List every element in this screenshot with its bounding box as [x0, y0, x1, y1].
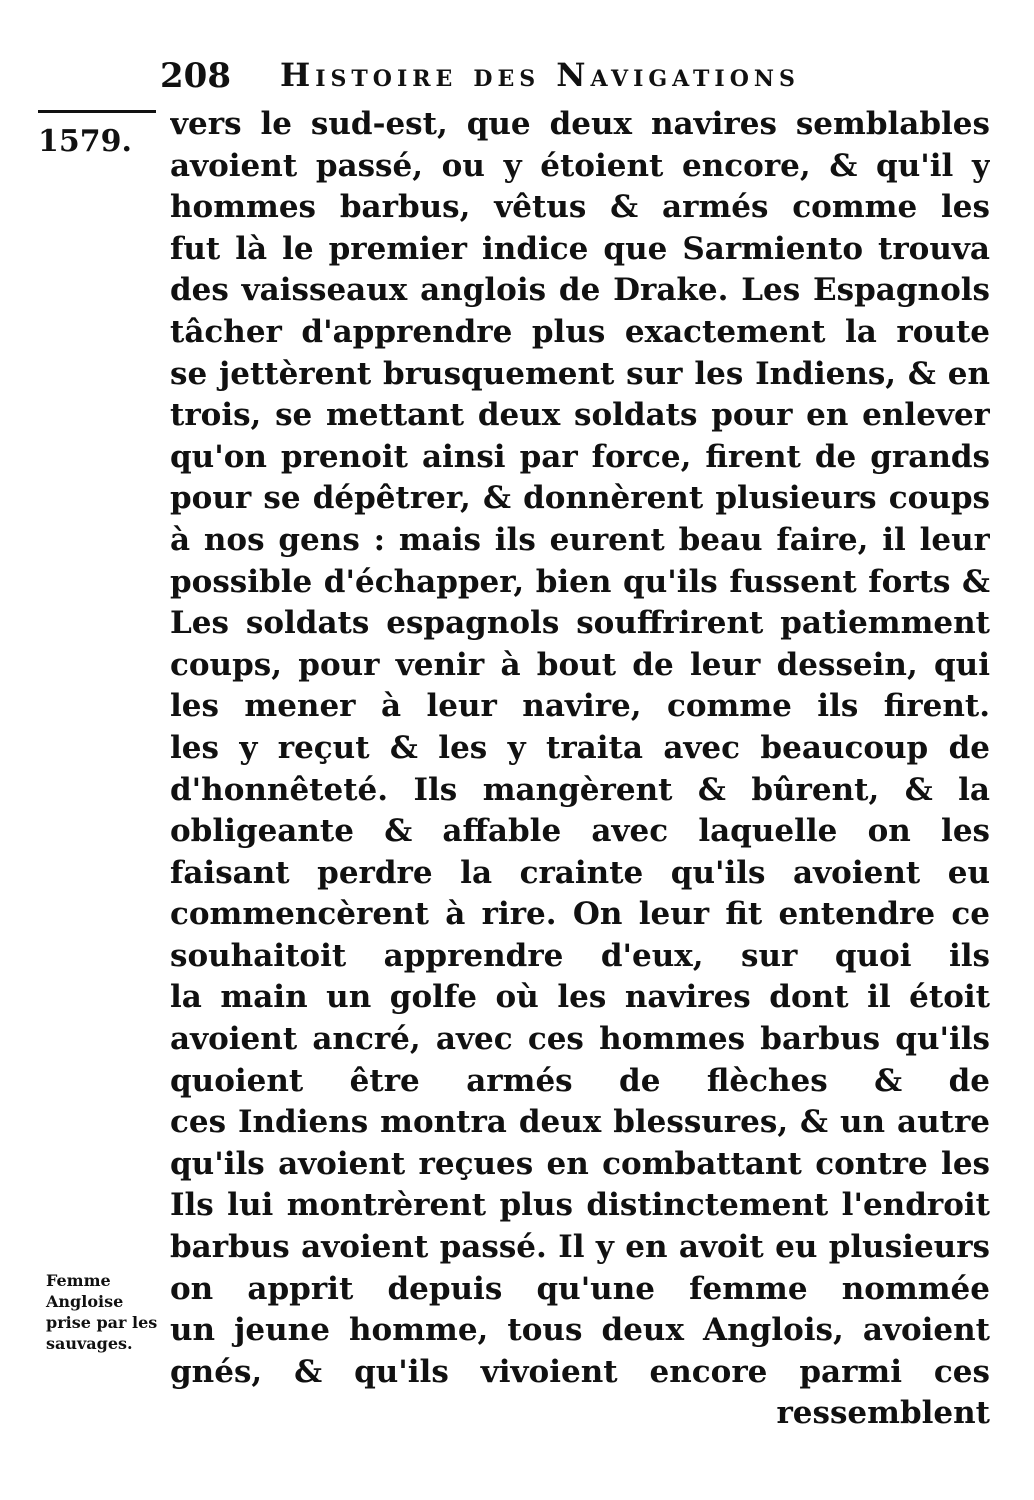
text-line: fut là le premier indice que Sarmiento trouva	[170, 230, 990, 267]
text-line: les mener à leur navire, comme ils firent.	[170, 688, 990, 725]
text-line: gnés, & qu'ils vivoient encore parmi ces	[170, 1353, 990, 1390]
text-line: quoient être armés de flèches & de	[170, 1062, 990, 1099]
text-line: les y reçut & les y traita avec beaucoup de	[170, 729, 990, 766]
body-text	[170, 104, 990, 1435]
margin-note	[46, 1270, 168, 1354]
text-line-catherine	[170, 1269, 990, 1311]
text-line: ces Indiens montra deux blessures, & un autre	[170, 1104, 990, 1141]
text-line: commencèrent à rire. On leur fit entendre ce	[170, 896, 990, 933]
margin-rule	[38, 110, 156, 113]
text-line: trois, se mettant deux soldats pour en enlever	[170, 397, 990, 434]
text-line: barbus avoient passé. Il y en avoit eu plusieurs	[170, 1229, 990, 1266]
text-line: la main un golfe où les navires dont il étoit	[170, 979, 990, 1016]
catchword: ressemblent	[776, 1395, 990, 1432]
margin-note-line: sauvages.	[46, 1334, 133, 1353]
text-line: hommes barbus, vêtus & armés comme les	[170, 189, 990, 226]
text-line: souhaitoit apprendre d'eux, sur quoi ils	[170, 937, 990, 974]
margin-note-line: prise par les	[46, 1313, 158, 1332]
text-line: se jettèrent brusquement sur les Indiens, & en	[170, 355, 990, 392]
text-line: avoient passé, ou y étoient encore, & qu'il y	[170, 147, 990, 184]
text-line: qu'on prenoit ainsi par force, firent de grands	[170, 438, 990, 475]
text-line: des vaisseaux anglois de Drake. Les Espagnols	[170, 272, 990, 309]
text-line: faisant perdre la crainte qu'ils avoient eu	[170, 854, 990, 891]
running-title: Histoire des Navigations	[280, 56, 800, 94]
text-line: obligeante & affable avec laquelle on les	[170, 813, 990, 850]
text-line: d'honnêteté. Ils mangèrent & bûrent, & la	[170, 771, 990, 808]
text-line: qu'ils avoient reçues en combattant contre les	[170, 1145, 990, 1182]
text-line: possible d'échapper, bien qu'ils fussent forts &	[170, 563, 990, 600]
page-header	[160, 48, 900, 100]
text-line: Les soldats espagnols souffrirent patiemment	[170, 605, 990, 642]
text-fragment: on apprit depuis qu'une femme nommée	[170, 1270, 990, 1307]
text-line: Ils lui montrèrent plus distinctement l'endroit	[170, 1187, 990, 1224]
margin-note-line: Angloise	[46, 1292, 124, 1311]
page-number: 208	[160, 56, 231, 96]
text-line: vers le sud-est, que deux navires semblables	[170, 106, 990, 142]
text-line: à nos gens : mais ils eurent beau faire, il leur	[170, 521, 990, 558]
text-line: coups, pour venir à bout de leur dessein, qui	[170, 646, 990, 683]
text-line: avoient ancré, avec ces hommes barbus qu'ils	[170, 1021, 990, 1058]
text-line: un jeune homme, tous deux Anglois, avoient	[170, 1312, 990, 1349]
margin-note-line: Femme	[46, 1271, 111, 1290]
margin-year: 1579.	[38, 124, 132, 159]
text-line: tâcher d'apprendre plus exactement la route	[170, 313, 990, 350]
text-line: pour se dépêtrer, & donnèrent plusieurs coups	[170, 480, 990, 517]
